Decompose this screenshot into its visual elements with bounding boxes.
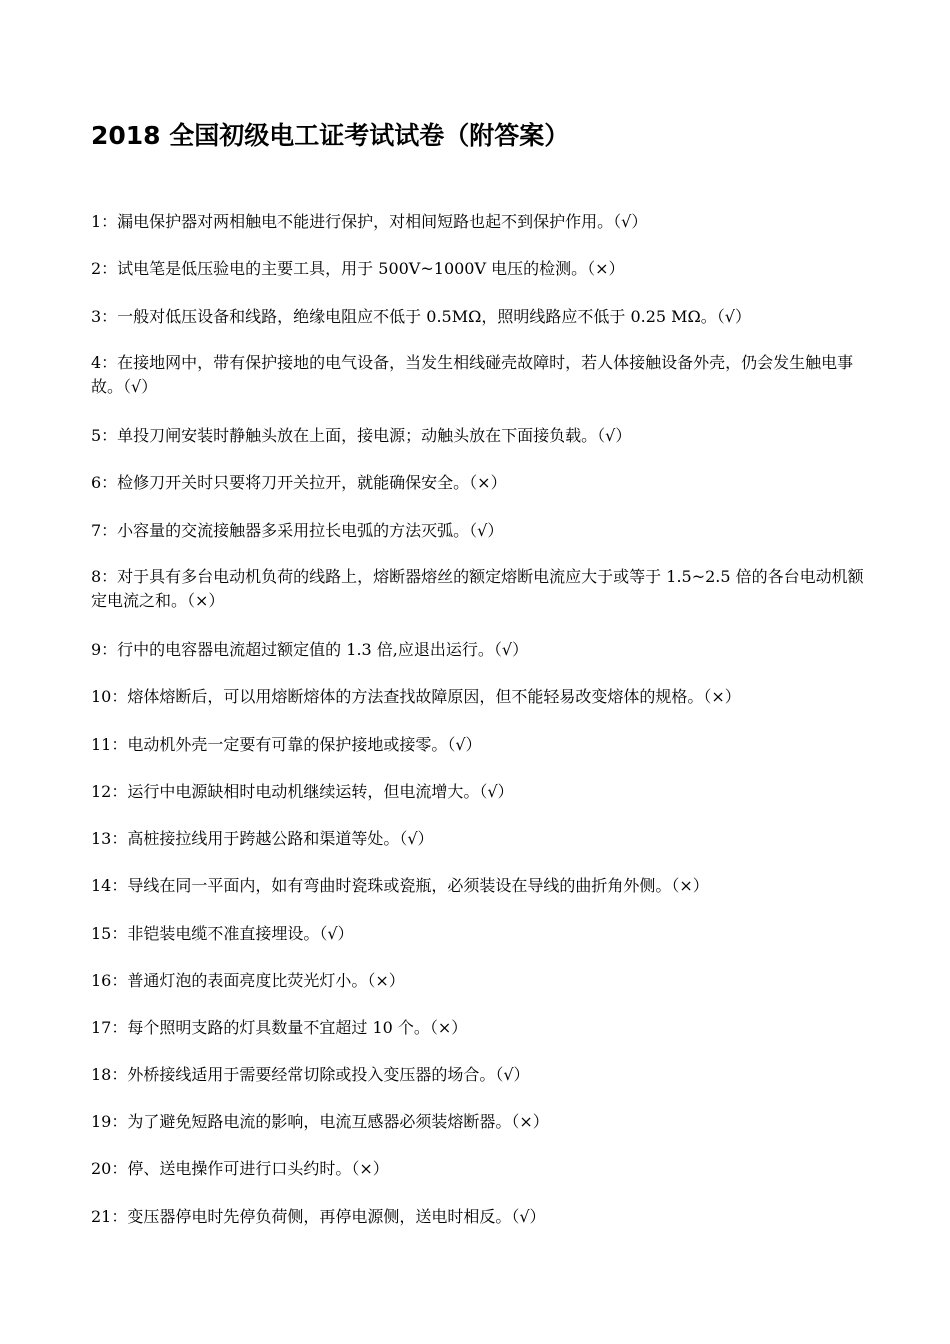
question-item: 19：为了避免短路电流的影响，电流互感器必须装熔断器。（×）	[91, 1112, 549, 1131]
question-item: 1：漏电保护器对两相触电不能进行保护，对相间短路也起不到保护作用。（√）	[91, 212, 648, 231]
question-item: 5：单投刀闸安装时静触头放在上面，接电源；动触头放在下面接负载。（√）	[91, 426, 632, 445]
question-item: 14：导线在同一平面内，如有弯曲时瓷珠或瓷瓶，必须装设在导线的曲折角外侧。（×）	[91, 876, 709, 895]
question-item: 13：高桩接拉线用于跨越公路和渠道等处。（√）	[91, 829, 434, 848]
question-item: 3：一般对低压设备和线路，绝缘电阻应不低于 0.5MΩ，照明线路应不低于 0.25 MΩ。（√）	[91, 307, 752, 326]
question-item: 15：非铠装电缆不准直接埋设。（√）	[91, 924, 354, 943]
question-item: 8：对于具有多台电动机负荷的线路上，熔断器熔丝的额定熔断电流应大于或等于 1.5~2.5 倍的各台电动机额定电流之和。（×）	[91, 567, 864, 610]
question-item: 10：熔体熔断后，可以用熔断熔体的方法查找故障原因，但不能轻易改变熔体的规格。（×）	[91, 687, 741, 706]
question-item: 2：试电笔是低压验电的主要工具，用于 500V~1000V 电压的检测。（×）	[91, 259, 625, 278]
question-item: 16：普通灯泡的表面亮度比荧光灯小。（×）	[91, 971, 405, 990]
question-item: 18：外桥接线适用于需要经常切除或投入变压器的场合。（√）	[91, 1065, 530, 1084]
question-item: 11：电动机外壳一定要有可靠的保护接地或接零。（√）	[91, 735, 482, 754]
question-item: 4：在接地网中，带有保护接地的电气设备，当发生相线碰壳故障时，若人体接触设备外壳，仍会发生触电事故。（√）	[91, 353, 854, 396]
question-item: 20：停、送电操作可进行口头约时。（×）	[91, 1159, 389, 1178]
question-item: 17：每个照明支路的灯具数量不宜超过 10 个。（×）	[91, 1018, 468, 1037]
question-item: 9：行中的电容器电流超过额定值的 1.3 倍,应退出运行。（√）	[91, 640, 529, 659]
question-item: 21：变压器停电时先停负荷侧，再停电源侧，送电时相反。（√）	[91, 1207, 546, 1226]
question-item: 12：运行中电源缺相时电动机继续运转，但电流增大。（√）	[91, 782, 514, 801]
question-item: 7：小容量的交流接触器多采用拉长电弧的方法灭弧。（√）	[91, 521, 504, 540]
question-item: 6：检修刀开关时只要将刀开关拉开，就能确保安全。（×）	[91, 473, 507, 492]
document-title: 2018 全国初级电工证考试试卷（附答案）	[91, 121, 570, 150]
